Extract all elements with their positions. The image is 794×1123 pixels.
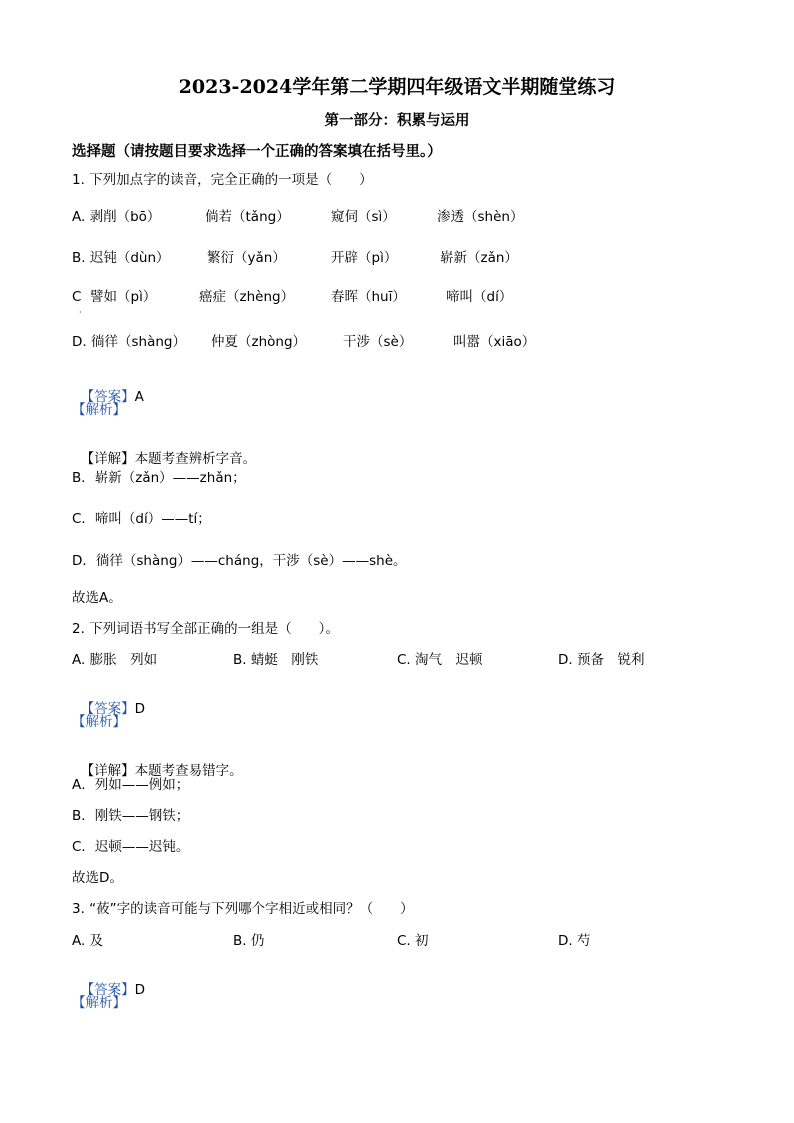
q2-option-d: D. 预备 锐利: [558, 652, 645, 668]
answer-tag: 【答案】: [80, 701, 135, 717]
q2-conclusion: 故选D。: [72, 870, 123, 886]
q1-option-a: A. 剥削（bō）: [72, 209, 161, 225]
q2-option-a: A. 膨胀 列如: [72, 652, 158, 668]
q1-option-b-word3: 开辟（pì）: [331, 250, 398, 266]
q2-stem: 2. 下列词语书写全部正确的一组是（ ）。: [72, 621, 339, 637]
document-title: 2023-2024学年第二学期四年级语文半期随堂练习: [178, 76, 616, 98]
detail-tag: 【详解】: [80, 763, 135, 779]
q1-option-c-word4: 啼叫（dí）: [446, 289, 513, 305]
section-heading: 选择题（请按题目要求选择一个正确的答案填在括号里。）: [72, 143, 442, 160]
q1-option-b: B. 迟钝（dùn）: [72, 250, 170, 266]
detail-text: 本题考查易错字。: [134, 763, 243, 779]
q1-option-d: D. 徜徉（shàng）: [72, 334, 186, 350]
q1-detail-line: [72, 432, 256, 468]
q1-option-a-word4: 渗透（shèn）: [437, 209, 524, 225]
analysis-tag: 【解析】: [72, 714, 126, 730]
analysis-tag: 【解析】: [72, 402, 126, 418]
q3-stem: 3. “莜”字的读音可能与下列哪个字相近或相同？（ ）: [72, 901, 414, 917]
q1-option-c-word3: 春晖（huī）: [331, 289, 406, 305]
q1-conclusion: 故选A。: [72, 590, 122, 606]
answer-tag: 【答案】: [80, 982, 135, 998]
q1-option-d-word2: 仲夏（zhòng）: [211, 334, 307, 350]
dot-mark: ·: [79, 308, 82, 317]
q1-option-b-word2: 繁衍（yǎn）: [207, 250, 286, 266]
q2-note-c: C．迟顿——迟钝。: [72, 839, 190, 855]
q1-note-c: C．啼叫（dí）——tí；: [72, 511, 211, 527]
part-heading: 第一部分：积累与运用: [324, 112, 470, 129]
q1-option-d-word3: 干涉（sè）: [343, 334, 413, 350]
q2-note-b: B．刚铁——钢铁；: [72, 808, 190, 824]
detail-tag: 【详解】: [80, 451, 135, 467]
q1-option-c-word2: 癌症（zhèng）: [199, 289, 295, 305]
answer-value: A: [134, 389, 144, 405]
q1-option-c: C 譬如（pì）: [72, 289, 157, 305]
q3-option-a: A. 及: [72, 933, 104, 949]
q2-option-c: C. 淘气 迟顿: [397, 652, 483, 668]
answer-value: D: [134, 982, 145, 998]
q2-detail-line: [72, 744, 243, 780]
analysis-tag: 【解析】: [72, 995, 126, 1011]
q1-option-a-word3: 窥伺（sì）: [331, 209, 396, 225]
q1-option-a-word2: 倘若（tǎng）: [205, 209, 290, 225]
q1-note-d: D．徜徉（shàng）——cháng，干涉（sè）——shè。: [72, 553, 407, 569]
q2-note-a: A．列如——例如；: [72, 777, 190, 793]
q2-option-b: B. 蜻蜓 刚铁: [233, 652, 319, 668]
q3-option-b: B. 仍: [233, 933, 265, 949]
q1-note-b: B．崭新（zǎn）——zhǎn；: [72, 470, 246, 486]
q1-option-b-word4: 崭新（zǎn）: [440, 250, 518, 266]
answer-value: D: [134, 701, 145, 717]
detail-text: 本题考查辨析字音。: [134, 451, 257, 467]
q3-option-c: C. 初: [397, 933, 429, 949]
answer-tag: 【答案】: [80, 389, 135, 405]
q1-option-d-word4: 叫嚣（xiāo）: [453, 334, 536, 350]
q1-stem: 1. 下列加点字的读音，完全正确的一项是（ ）: [72, 172, 373, 188]
q3-option-d: D. 芍: [558, 933, 591, 949]
